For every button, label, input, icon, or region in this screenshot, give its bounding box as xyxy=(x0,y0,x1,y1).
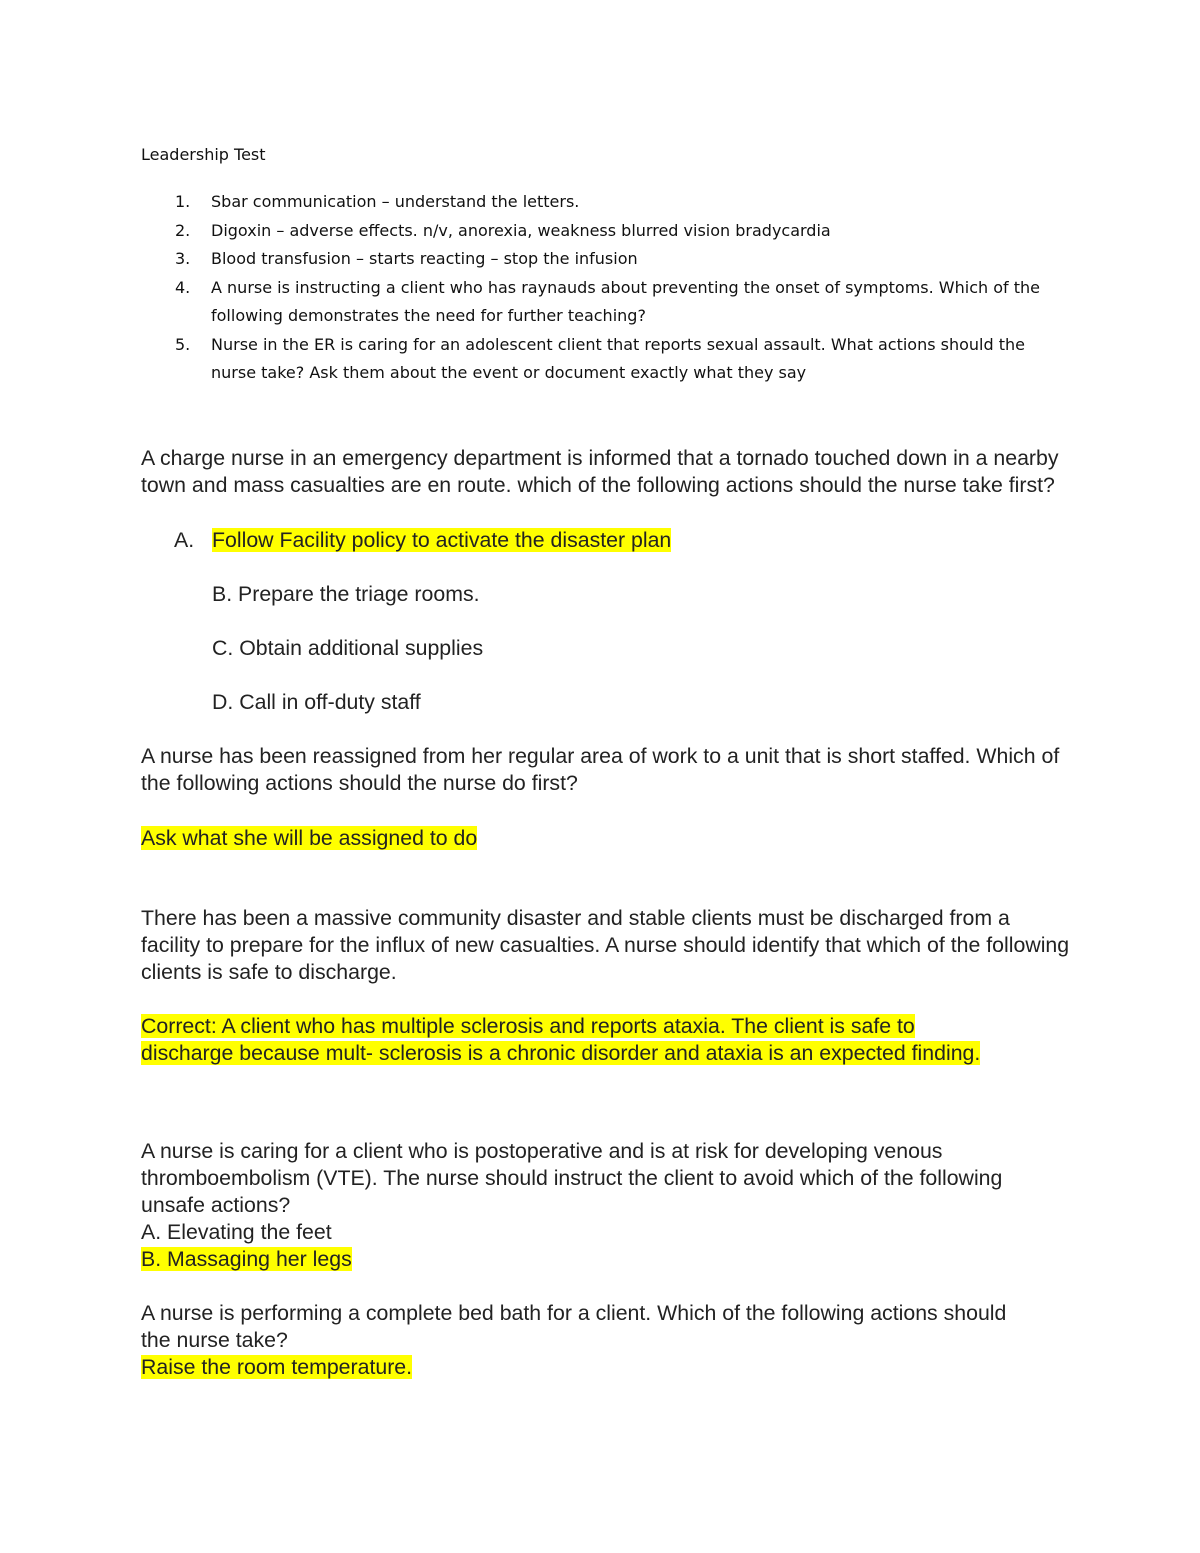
question-4-option-a: A. Elevating the feet xyxy=(141,1220,332,1244)
list-item-text: Sbar communication – understand the letters. xyxy=(211,192,580,211)
question-4-option-b xyxy=(141,1246,352,1273)
list-item-number: 4. xyxy=(175,277,191,297)
option-a-letter: A. xyxy=(174,528,195,552)
document-title: Leadership Test xyxy=(141,145,266,164)
list-item-number: 1. xyxy=(175,192,191,211)
option-a-highlighted-answer: Follow Facility policy to activate the disaster plan xyxy=(212,528,672,552)
list-item-number: 3. xyxy=(175,249,191,268)
highlighted-answer: Correct: A client who has multiple sclerosis and reports ataxia. The client is safe to discharge because mult- sclerosis is a chronic disorder and ataxia is an expected finding. xyxy=(141,1014,981,1065)
question-5-answer xyxy=(141,1354,412,1381)
question-2-text: A nurse has been reassigned from her regular area of work to a unit that is short staffed. Which of the following actions should the nurse do first? xyxy=(141,744,1060,795)
list-item-text: Nurse in the ER is caring for an adolescent client that reports sexual assault. What actions should the nurse take? Ask them about the event or document exactly what they say xyxy=(211,334,1025,382)
list-item xyxy=(141,217,1071,246)
question-1-option-d: D. Call in off-duty staff xyxy=(212,690,421,714)
highlighted-answer: Raise the room temperature. xyxy=(141,1355,413,1379)
highlighted-answer: Ask what she will be assigned to do xyxy=(141,826,478,850)
question-3-answer xyxy=(141,1013,1011,1067)
highlighted-answer: B. Massaging her legs xyxy=(141,1247,352,1271)
list-item xyxy=(141,245,1071,274)
list-item-number: 2. xyxy=(175,220,191,240)
question-4-text: A nurse is caring for a client who is postoperative and is at risk for developing venous thromboembolism (VTE). The nurse should instruct the client to avoid which of the following unsafe actions? xyxy=(141,1139,1003,1217)
question-1-option-b: B. Prepare the triage rooms. xyxy=(212,582,480,606)
list-item-text: A nurse is instructing a client who has raynauds about preventing the onset of symptoms. Which of the following demonstrates the need for further teaching? xyxy=(211,277,1040,325)
question-1-option-c: C. Obtain additional supplies xyxy=(212,636,484,660)
question-5-text: A nurse is performing a complete bed bath for a client. Which of the following actions should the nurse take? xyxy=(141,1301,1007,1352)
question-1-text: A charge nurse in an emergency department is informed that a tornado touched down in a nearby town and mass casualties are en route. which of the following actions should the nurse take first? xyxy=(141,446,1059,497)
question-3-text: There has been a massive community disaster and stable clients must be discharged from a facility to prepare for the influx of new casualties. A nurse should identify that which of the following clients is safe to discharge. xyxy=(141,906,1070,984)
list-item-text: Blood transfusion – starts reacting – stop the infusion xyxy=(211,249,638,268)
numbered-topic-list xyxy=(141,188,1071,388)
question-2-answer xyxy=(141,825,1071,852)
list-item xyxy=(141,188,1071,217)
list-item xyxy=(141,274,1071,331)
list-item xyxy=(141,331,1071,388)
list-item-text: Digoxin – adverse effects. n/v, anorexia, weakness blurred vision bradycardia xyxy=(211,220,831,240)
question-1-option-a xyxy=(174,527,671,554)
list-item-number: 5. xyxy=(175,334,191,354)
